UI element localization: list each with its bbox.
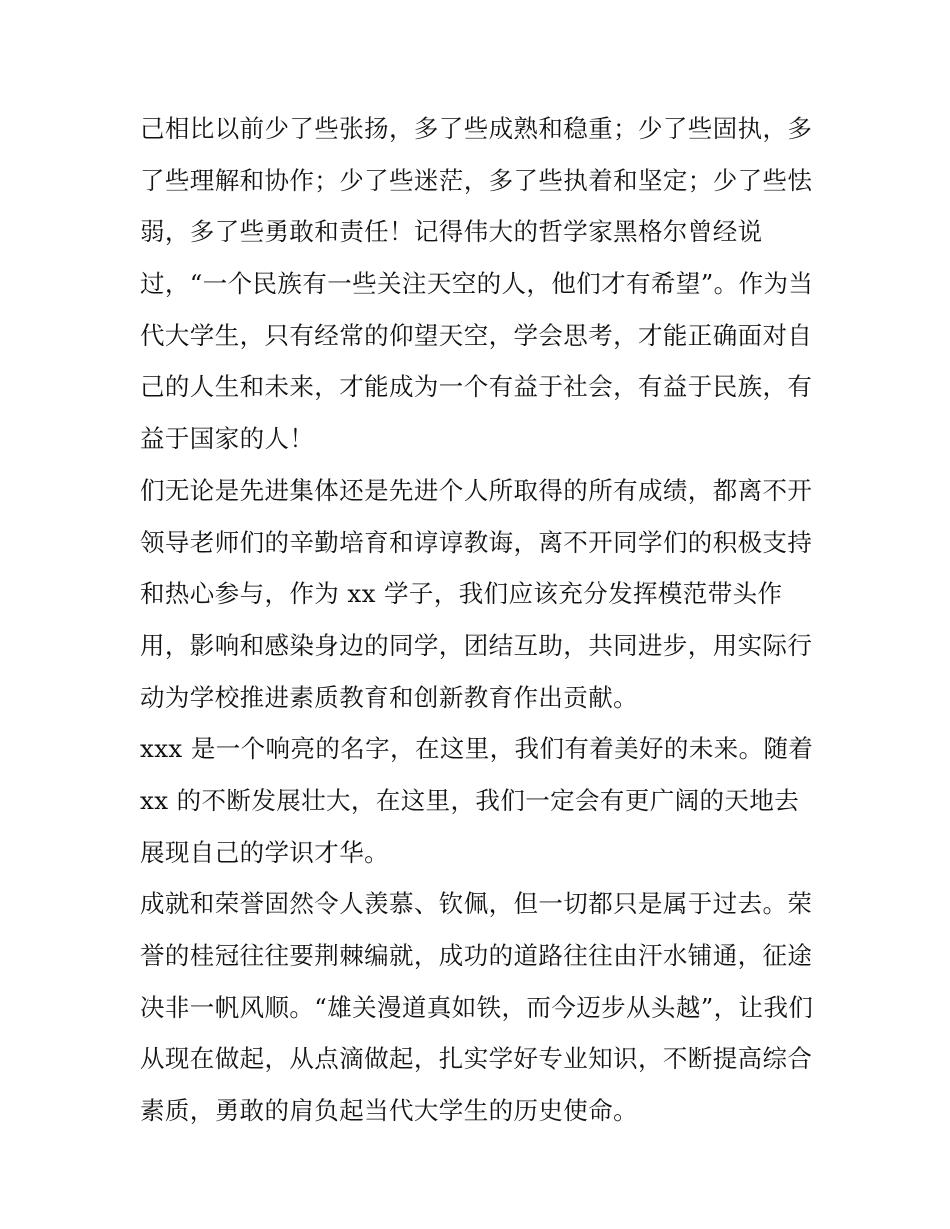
text-line: xx 的不断发展壮大，在这里，我们一定会有更广阔的天地去 xyxy=(140,785,800,815)
text-line: 了些理解和协作；少了些迷茫，多了些执着和坚定；少了些怯 xyxy=(140,165,813,195)
paragraph-3 xyxy=(140,723,820,878)
text-line: 素质，勇敢的肩负起当代大学生的历史使命。 xyxy=(140,1096,638,1126)
text-line: 和热心参与，作为 xx 学子，我们应该充分发挥模范带头作 xyxy=(140,579,783,609)
text-line: 们无论是先进集体还是先进个人所取得的所有成绩，都离不开 xyxy=(140,475,813,505)
text-line: 用，影响和感染身边的同学，团结互助，共同进步，用实际行 xyxy=(140,630,813,660)
text-line: 誉的桂冠往往要荆棘编就，成功的道路往往由汗水铺通，征途 xyxy=(140,941,813,970)
document-body xyxy=(140,103,820,1137)
text-line: xxx 是一个响亮的名字，在这里，我们有着美好的未来。随着 xyxy=(140,734,814,764)
text-line: 己的人生和未来，才能成为一个有益于社会，有益于民族，有 xyxy=(140,372,813,402)
paragraph-2 xyxy=(140,465,820,723)
paragraph-4 xyxy=(140,878,820,1136)
text-line: 决非一帆风顺。“雄关漫道真如铁，而今迈步从头越”，让我们 xyxy=(140,992,814,1022)
text-line: 己相比以前少了些张扬，多了些成熟和稳重；少了些固执，多 xyxy=(140,114,813,143)
text-line: 从现在做起，从点滴做起，扎实学好专业知识，不断提高综合 xyxy=(140,1044,813,1074)
text-line: 过，“一个民族有一些关注天空的人，他们才有希望”。作为当 xyxy=(140,269,814,299)
text-line: 益于国家的人！ xyxy=(140,424,315,454)
text-line: 领导老师们的辛勤培育和谆谆教诲，离不开同学们的积极支持 xyxy=(140,527,813,557)
paragraph-1 xyxy=(140,103,820,465)
text-line: 展现自己的学识才华。 xyxy=(140,837,389,867)
text-line: 成就和荣誉固然令人羡慕、钦佩，但一切都只是属于过去。荣 xyxy=(140,889,813,919)
text-line: 代大学生，只有经常的仰望天空，学会思考，才能正确面对自 xyxy=(140,320,813,350)
text-line: 动为学校推进素质教育和创新教育作出贡献。 xyxy=(140,682,638,712)
text-line: 弱，多了些勇敢和责任！记得伟大的哲学家黑格尔曾经说 xyxy=(140,217,763,247)
